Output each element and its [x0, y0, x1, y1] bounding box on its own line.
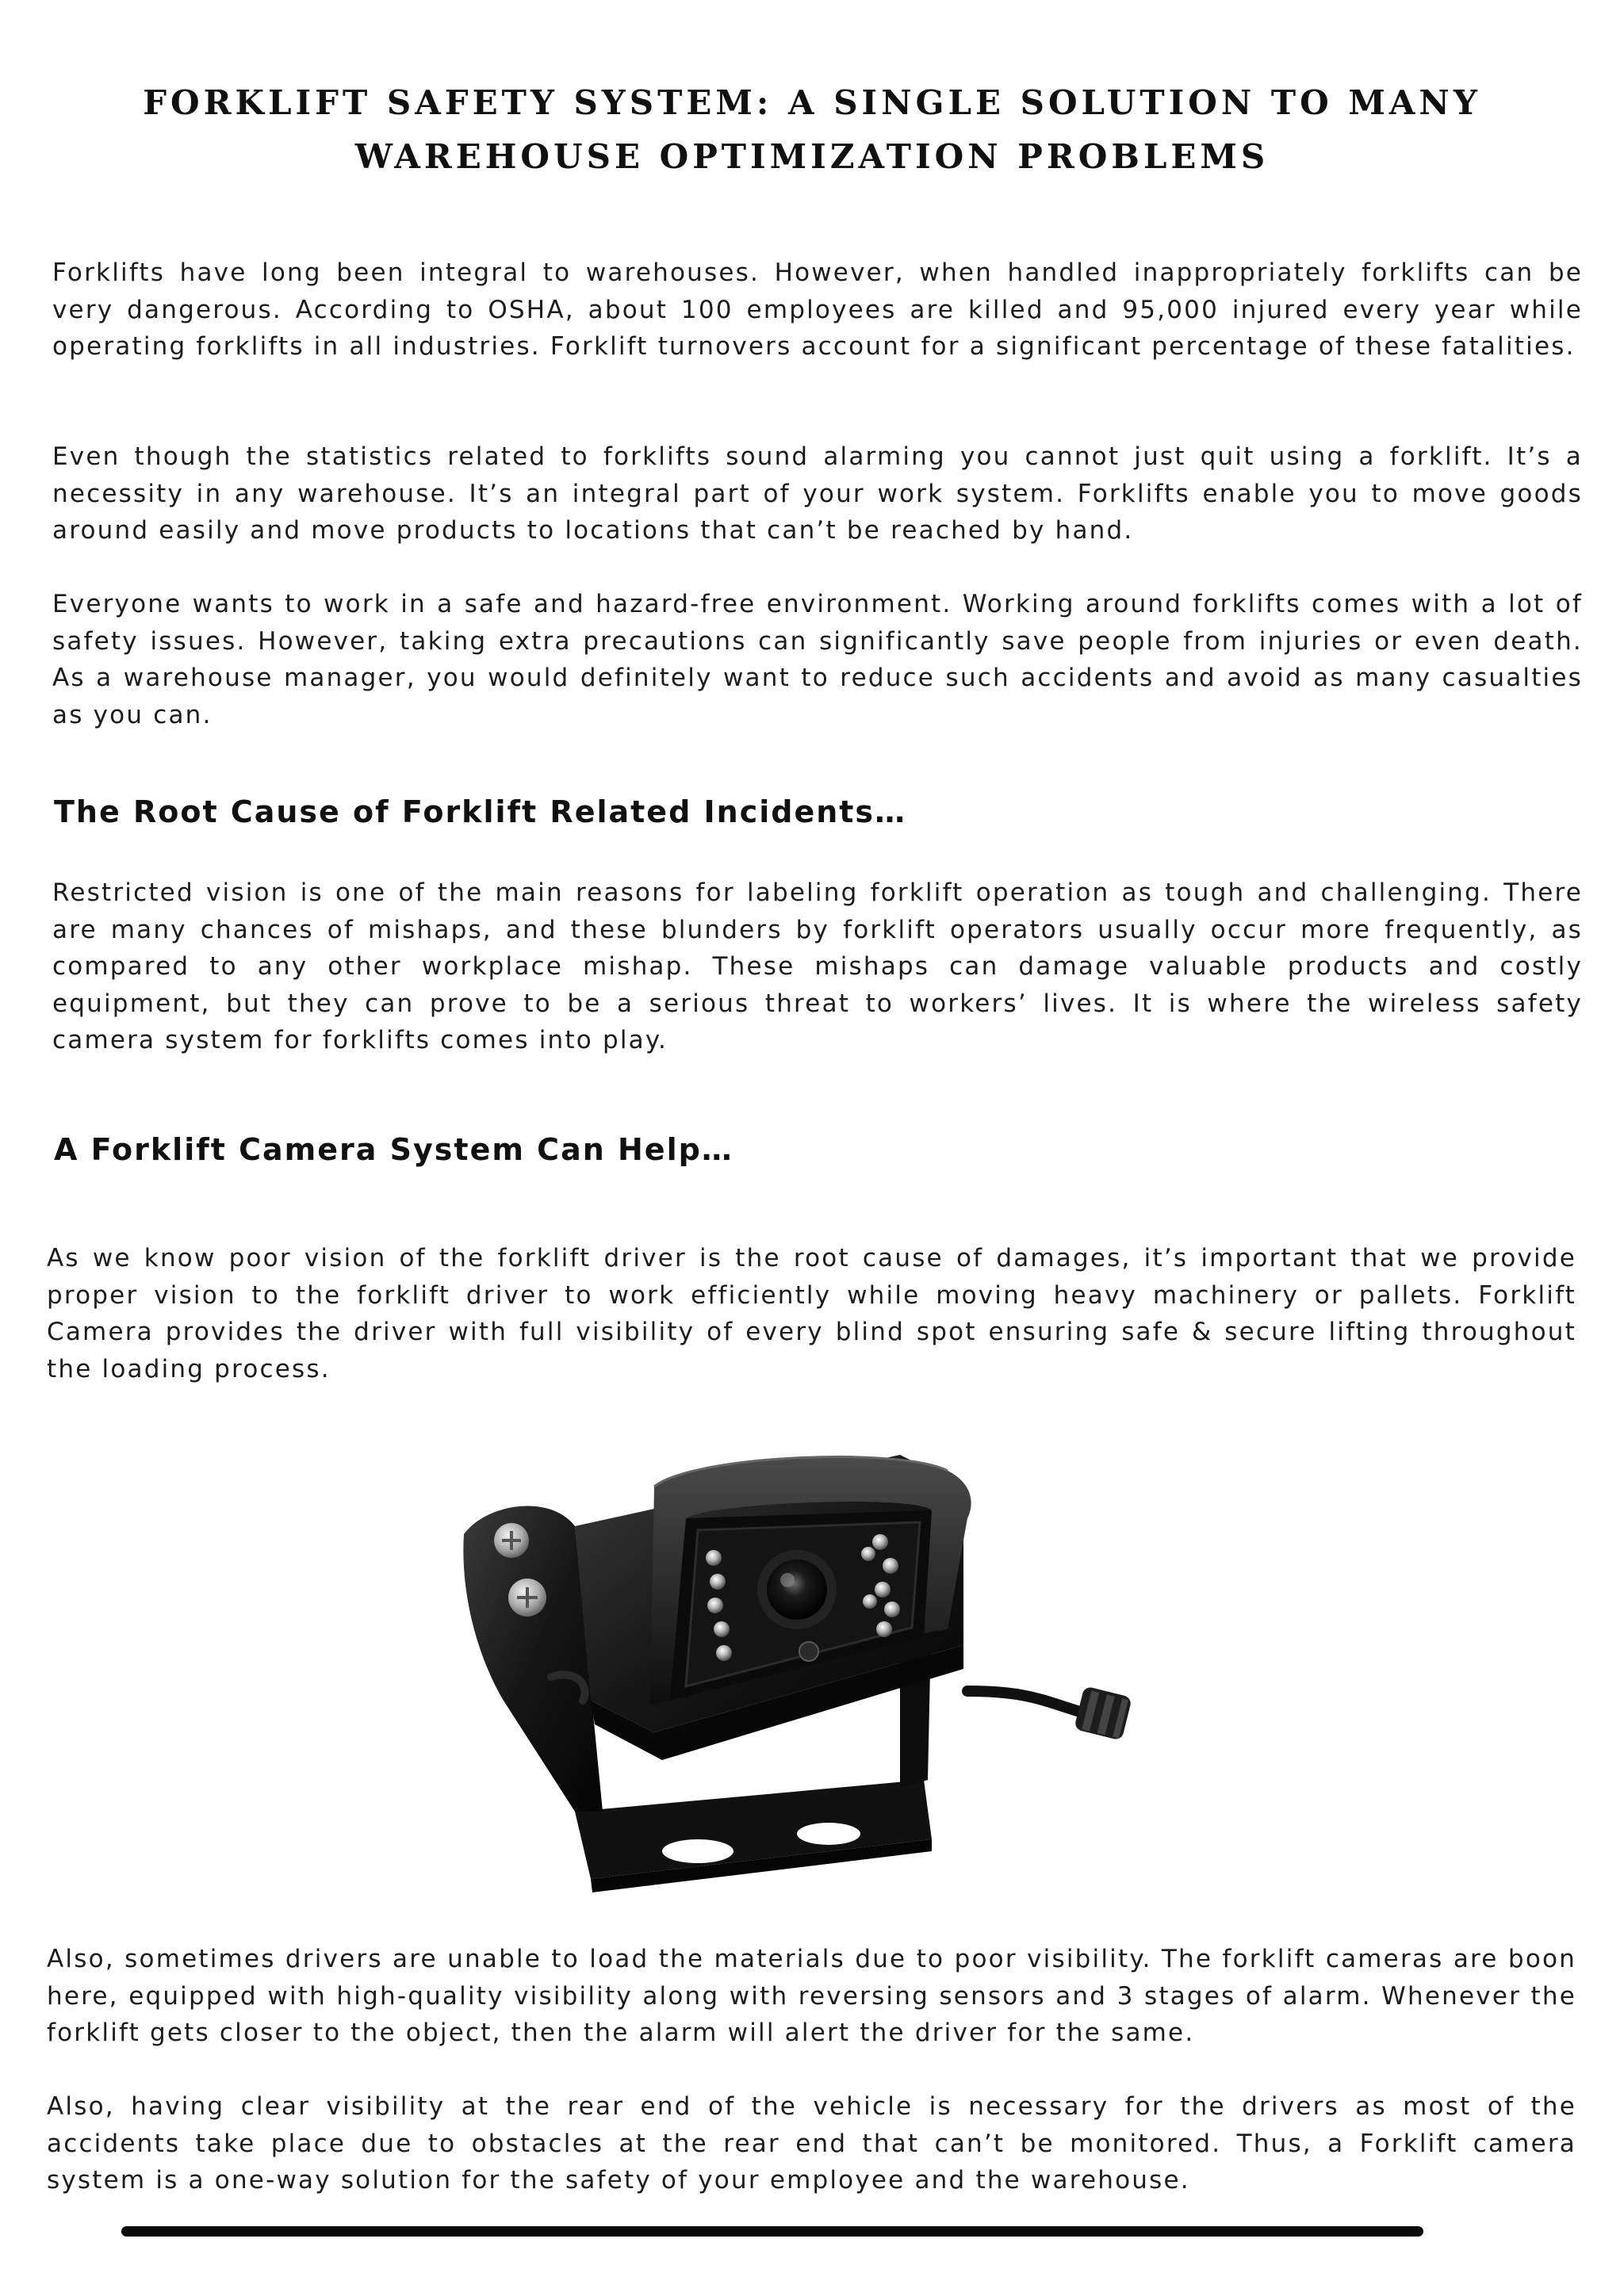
intro-paragraph-3: Everyone wants to work in a safe and hazard-free environment. Working around forklifts comes with a lot of safety issues. However, taking extra precautions can significantly save people from injuries or even death. As a warehouse manager, you would definitely want to reduce such accidents and avoid as many casualties as you can. — [52, 590, 1583, 729]
root-cause-paragraph: Restricted vision is one of the main reasons for labeling forklift operation as tough and challenging. There are many chances of mishaps, and these blunders by forklift operators usually occur more frequently, as compared to any other workplace mishap. These mishaps can damage valuable products and costly equipment, but they can prove to be a serious threat to workers’ lives. It is where the wireless safety camera system for forklifts comes into play. — [52, 878, 1583, 1054]
forklift-camera-image — [456, 1439, 1154, 1899]
page-title: FORKLIFT SAFETY SYSTEM: A SINGLE SOLUTION TO MANY WAREHOUSE OPTIMIZATION PROBLEMS — [143, 83, 1481, 176]
root-cause-heading: The Root Cause of Forklift Related Incidents… — [54, 794, 907, 829]
camera-help-heading: A Forklift Camera System Can Help… — [54, 1132, 733, 1167]
intro-paragraph-2: Even though the statistics related to forklifts sound alarming you cannot just quit using a forklift. It’s a necessity in any warehouse. It’s an integral part of your work system. Forklifts enable you to move goods around easily and move products to locations that can’t be reached by hand. — [52, 442, 1583, 545]
intro-paragraph-1: Forklifts have long been integral to warehouses. However, when handled inappropriately forklifts can be very dangerous. According to OSHA, about 100 employees are killed and 95,000 injured every year while operating forklifts in all industries. Forklift turnovers account for a significant percentage of these fatalities. — [52, 258, 1583, 361]
closing-paragraph-1: Also, sometimes drivers are unable to load the materials due to poor visibility. The forklift cameras are boon here, equipped with high-quality visibility along with reversing sensors and 3 stages of alarm. Whenever the forklift gets closer to the object, then the alarm will alert the driver for the same. — [47, 1945, 1576, 2047]
camera-help-paragraph: As we know poor vision of the forklift driver is the root cause of damages, it’s important that we provide proper vision to the forklift driver to work efficiently while moving heavy machinery or pallets. Forklift Camera provides the driver with full visibility of every blind spot ensuring safe & secure lifting throughout the loading process. — [47, 1244, 1576, 1383]
closing-paragraph-2: Also, having clear visibility at the rear end of the vehicle is necessary for the drivers as most of the accidents take place due to obstacles at the rear end that can’t be monitored. Thus, a Forklift camera system is a one-way solution for the safety of your employee and the warehouse. — [47, 2092, 1576, 2195]
footer-divider — [121, 2226, 1423, 2237]
